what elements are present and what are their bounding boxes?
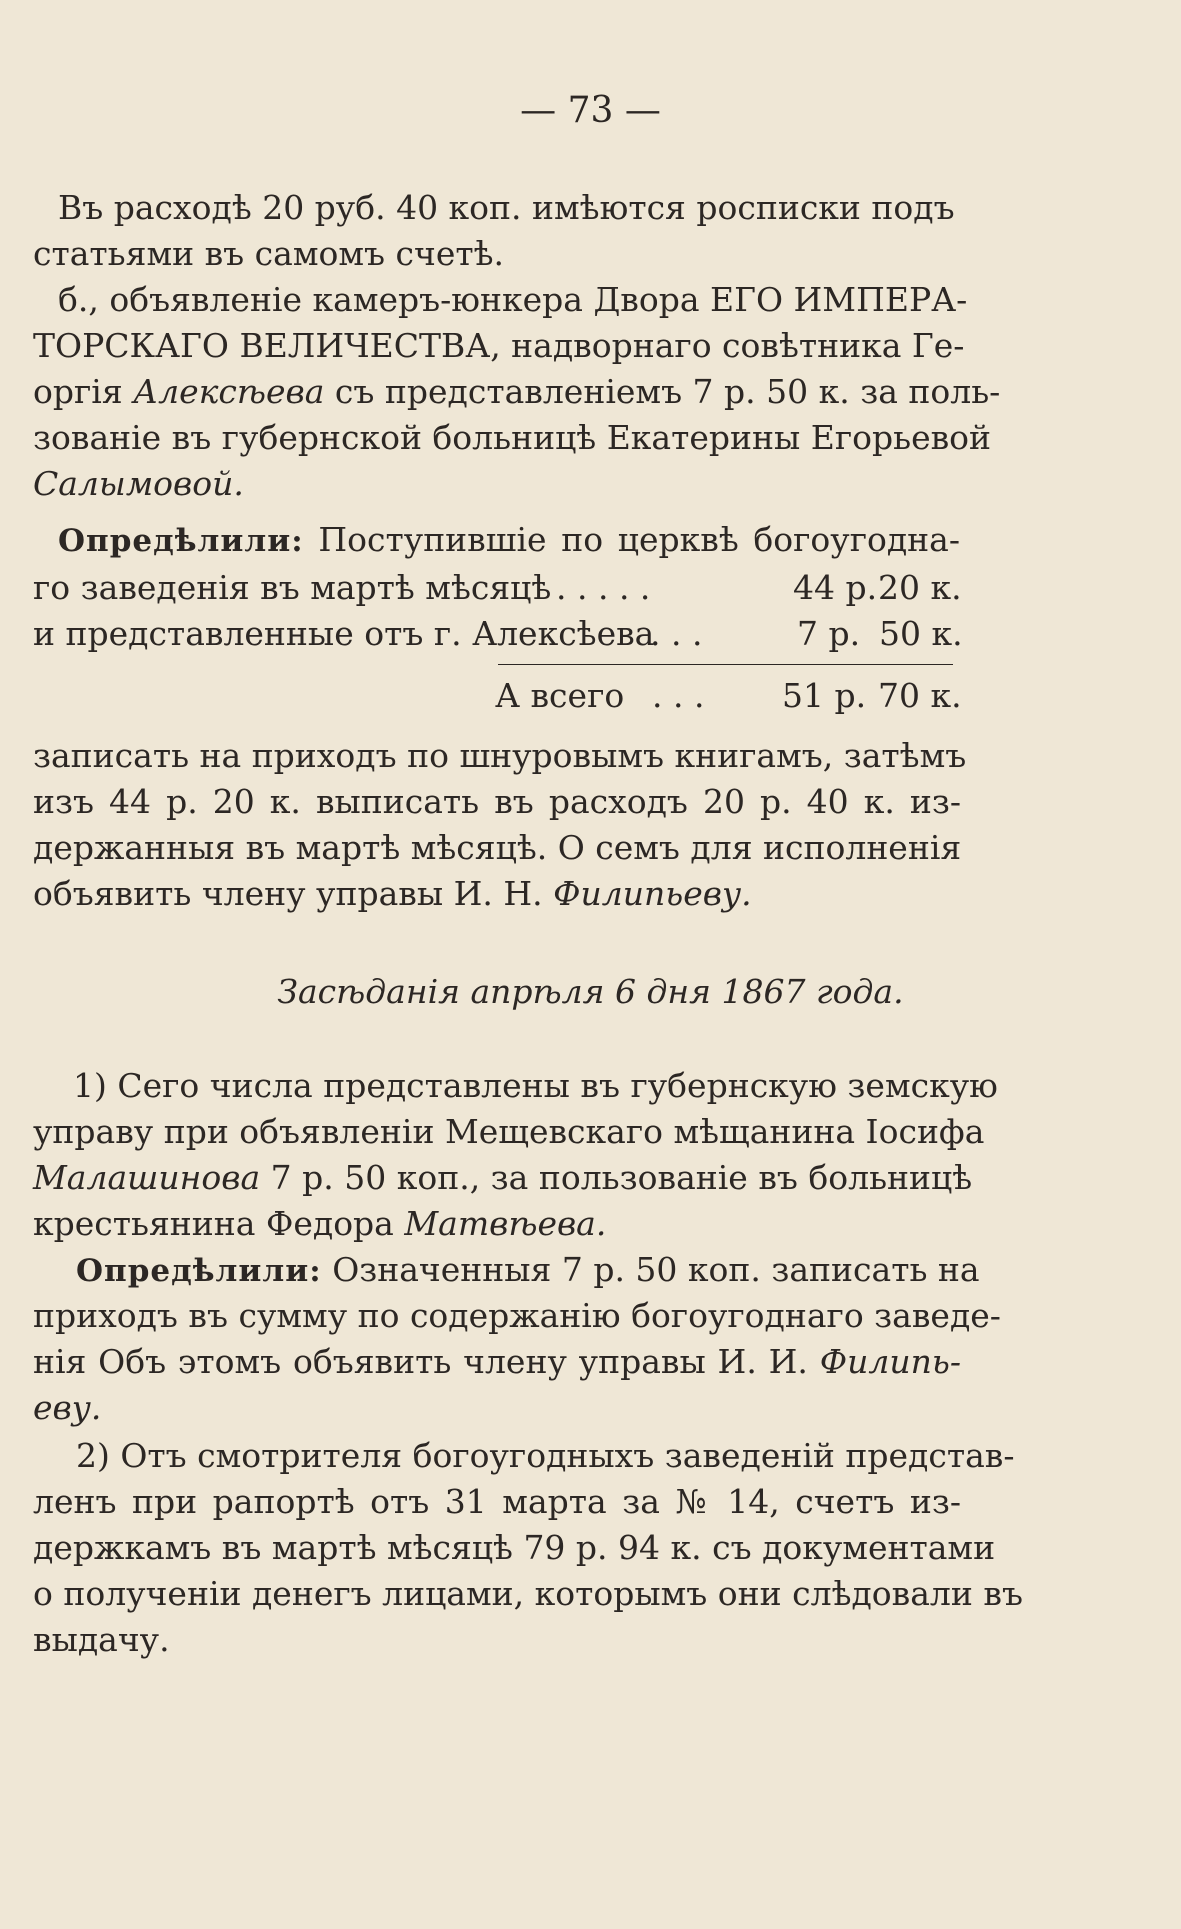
text-line: ТОРСКАГО ВЕЛИЧЕСТВА, надворнаго совѣтника Ге- <box>33 326 965 365</box>
text-line: статьями въ самомъ счетѣ. <box>33 234 504 273</box>
resolution-keyword: Опредѣлили: <box>58 523 304 559</box>
person-name: Малашинова <box>33 1158 261 1197</box>
person-name: Филипь- <box>819 1342 961 1381</box>
person-name: Алексѣева <box>133 372 325 411</box>
total-label: А всего <box>495 676 625 715</box>
person-name: Филипьеву. <box>553 874 752 913</box>
ledger-dots: . . . . . <box>556 568 651 607</box>
text-line: изъ 44 р. 20 к. выписать въ расходъ 20 р. 40 к. из- <box>33 782 961 821</box>
text-line: управу при объявленіи Мещевскаго мѣщанина Іосифа <box>33 1112 985 1151</box>
text-fragment: крестьянина Федора <box>33 1204 394 1243</box>
text-line <box>33 1158 973 1198</box>
text-fragment: Означенныя 7 р. 50 коп. записать на <box>332 1250 980 1289</box>
ledger-dots: . . . <box>652 676 705 715</box>
text-line: 2) Отъ смотрителя богоугодныхъ заведеній представ- <box>76 1436 1015 1475</box>
text-line: держанныя въ мартѣ мѣсяцѣ. О семъ для исполненія <box>33 828 962 867</box>
resolution-keyword: Опредѣлили: <box>76 1253 322 1289</box>
ledger-label: и представленные отъ г. Алексѣева <box>33 614 655 653</box>
text-fragment: Поступившіе по церквѣ богоугодна- <box>318 520 960 559</box>
ledger-kopecks: 50 к. <box>879 614 963 653</box>
total-rubles: 51 р. <box>782 676 867 715</box>
ledger-rubles: 7 р. <box>797 614 861 653</box>
ledger-rubles: 44 р. <box>793 568 878 607</box>
person-name: еву. <box>33 1388 102 1427</box>
ledger-kopecks: 20 к. <box>878 568 962 607</box>
session-heading: Засѣданія апрѣля 6 дня 1867 года. <box>277 972 904 1011</box>
text-line: о полученіи денегъ лицами, которымъ они слѣдовали въ <box>33 1574 1023 1613</box>
text-fragment: 7 р. 50 коп., за пользованіе въ больницѣ <box>270 1158 973 1197</box>
text-line: 1) Сего числа представлены въ губернскую земскую <box>73 1066 998 1105</box>
text-line <box>33 372 1001 412</box>
text-line: зованіе въ губернской больницѣ Екатерины Егорьевой <box>33 418 992 457</box>
text-line <box>33 1342 961 1382</box>
ledger-label: го заведенія въ мартѣ мѣсяцѣ <box>33 568 552 607</box>
page-number: — 73 — <box>520 90 661 131</box>
text-line: Въ расходѣ 20 руб. 40 коп. имѣются росписки подъ <box>58 188 955 227</box>
text-fragment: оргія <box>33 372 123 411</box>
ledger-dots: . . . <box>650 614 703 653</box>
person-name: Салымовой. <box>33 464 244 503</box>
text-line: записать на приходъ по шнуровымъ книгамъ, затѣмъ <box>33 736 967 775</box>
text-line <box>33 874 961 914</box>
total-kopecks: 70 к. <box>878 676 962 715</box>
text-fragment: объявить члену управы И. Н. <box>33 874 543 913</box>
text-line <box>58 520 960 561</box>
text-line: ленъ при рапортѣ отъ 31 марта за № 14, счетъ из- <box>33 1482 961 1521</box>
text-line: б., объявленіе камеръ-юнкера Двора ЕГО ИМПЕРА- <box>58 280 968 319</box>
text-line <box>76 1250 980 1291</box>
text-fragment: съ представленіемъ 7 р. 50 к. за поль- <box>334 372 1001 411</box>
text-line <box>33 1204 961 1244</box>
text-line: приходъ въ сумму по содержанію богоугоднаго заведе- <box>33 1296 1001 1335</box>
text-line: держкамъ въ мартѣ мѣсяцѣ 79 р. 94 к. съ документами <box>33 1528 996 1567</box>
text-fragment: нія Объ этомъ объявить члену управы И. И. <box>33 1342 808 1381</box>
text-line: выдачу. <box>33 1620 170 1659</box>
person-name: Матвѣева. <box>404 1204 607 1243</box>
total-rule <box>498 664 953 665</box>
